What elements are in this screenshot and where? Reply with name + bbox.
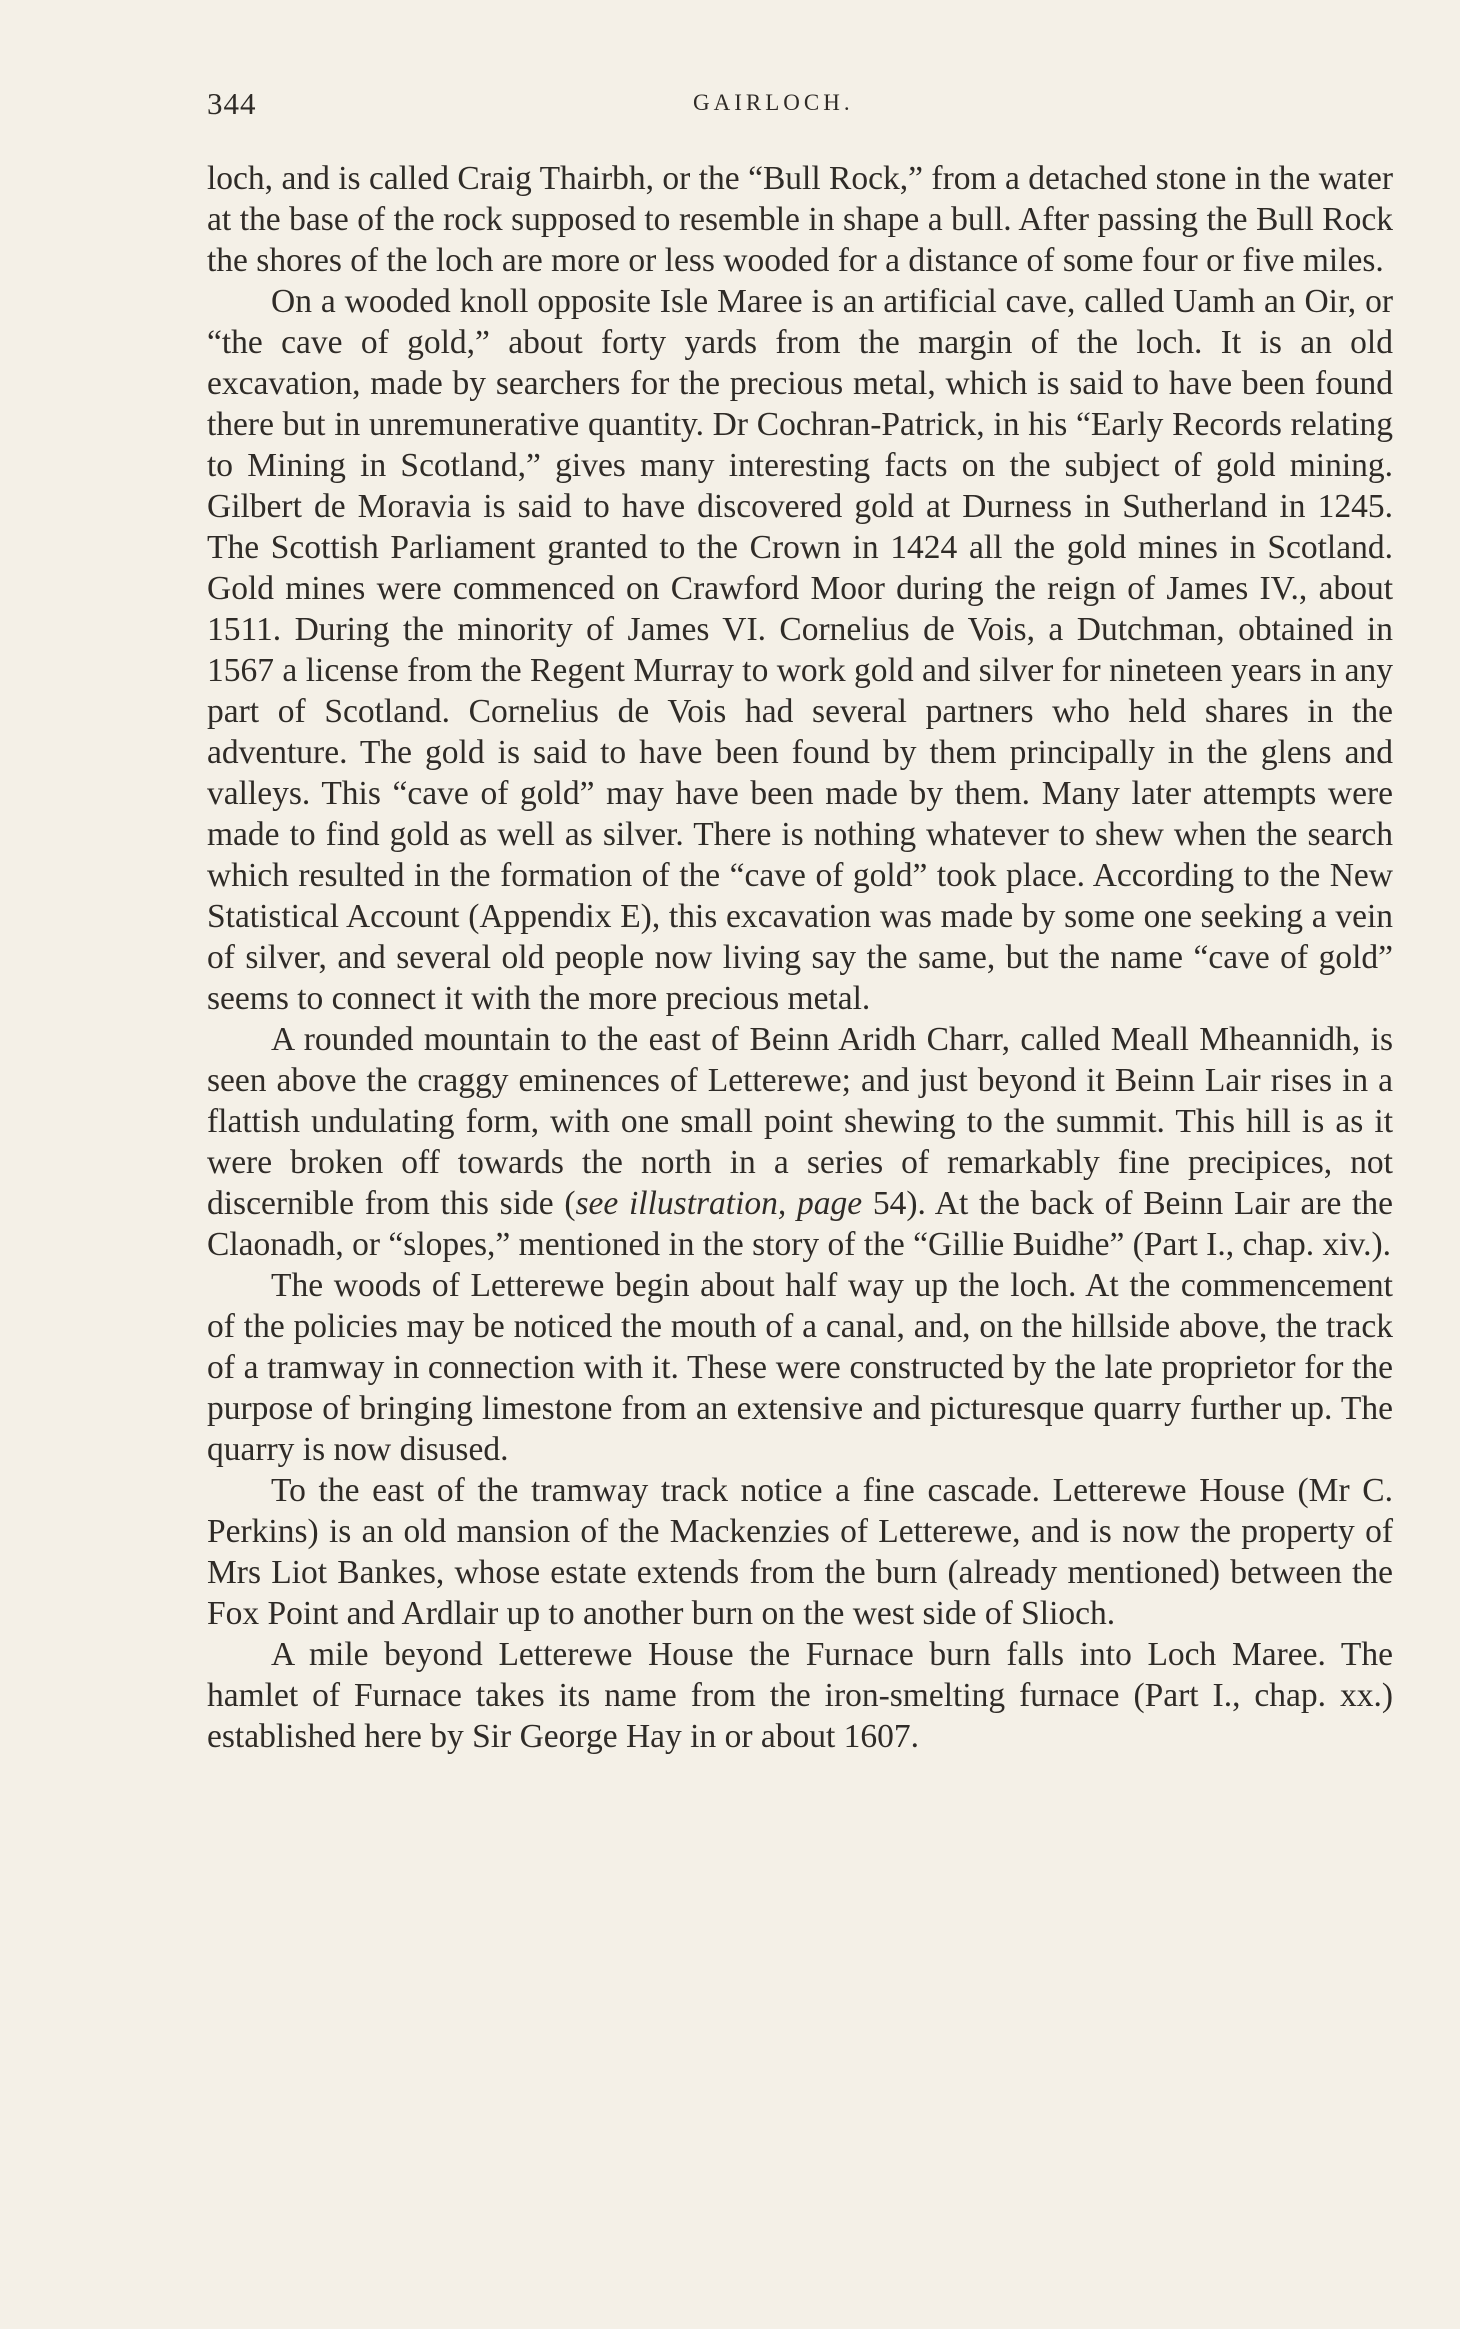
paragraph-letterewe-woods: The woods of Letterewe begin about half way up the loch. At the commencement of the policies may be noticed the mouth of a canal, and, on the hillside above, the track of a tramway in connection with it. These were constructed by the late proprietor for the purpose of bringing limestone from an extensive and picturesque quarry further up. The quarry is now disused. <box>207 1267 1393 1468</box>
paragraph-text-before-reference: A rounded mountain to the east of Beinn Aridh Charr, called Meall Mheannidh, is seen above the craggy eminences of Letterewe; and just beyond it Beinn Lair rises in a flattish undulating form, with one small point shewing to the summit. This hill is as it were broken off towards the north in a series of remarkably fine precipices, not discernible from this side ( <box>207 1021 1393 1222</box>
paragraph-letterewe-house: To the east of the tramway track notice a fine cascade. Letterewe House (Mr C. Perkins) is an old mansion of the Mackenzies of Letterewe, and is now the property of Mrs Liot Bankes, whose estate extends from the burn (already mentioned) between the Fox Point and Ardlair up to another burn on the west side of Slioch. <box>207 1472 1393 1632</box>
paragraph-meall-mheannidh <box>207 1019 1393 1265</box>
page-number: 344 <box>207 86 257 121</box>
running-title: GAIRLOCH. <box>693 90 854 115</box>
illustration-reference: see illustration, page <box>575 1185 863 1222</box>
paragraph-furnace-burn: A mile beyond Letterewe House the Furnace burn falls into Loch Maree. The hamlet of Furnace takes its name from the iron-smelting furnace (Part I., chap. xx.) established here by Sir George Hay in or about 1607. <box>207 1636 1393 1755</box>
paragraph-cave-of-gold: On a wooded knoll opposite Isle Maree is an artificial cave, called Uamh an Oir, or “the cave of gold,” about forty yards from the margin of the loch. It is an old excavation, made by searchers for the precious metal, which is said to have been found there but in unremunerative quantity. Dr Cochran-Patrick, in his “Early Records relating to Mining in Scotland,” gives many interesting facts on the subject of gold mining. Gilbert de Moravia is said to have discovered gold at Durness in Sutherland in 1245. The Scottish Parliament granted to the Crown in 1424 all the gold mines in Scotland. Gold mines were commenced on Crawford Moor during the reign of James IV., about 1511. During the minority of James VI. Cornelius de Vois, a Dutchman, obtained in 1567 a license from the Regent Murray to work gold and silver for nineteen years in any part of Scotland. Cornelius de Vois had several partners who held shares in the adventure. The gold is said to have been found by them principally in the glens and valleys. This “cave of gold” may have been made by them. Many later attempts were made to find gold as well as silver. There is nothing whatever to shew when the search which resulted in the formation of the “cave of gold” took place. According to the New Statistical Account (Appendix E), this excavation was made by some one seeking a vein of silver, and several old people now living say the same, but the name “cave of gold” seems to connect it with the more precious metal. <box>207 283 1393 1017</box>
body-text <box>207 158 1393 1757</box>
page-header <box>207 86 1393 126</box>
paragraph-bull-rock: loch, and is called Craig Thairbh, or the “Bull Rock,” from a detached stone in the water at the base of the rock supposed to resemble in shape a bull. After passing the Bull Rock the shores of the loch are more or less wooded for a distance of some four or five miles. <box>207 160 1393 279</box>
paragraph-text-after-reference: 54). At the back of Beinn Lair are the Claonadh, or “slopes,” mentioned in the story of the “Gillie Buidhe” (Part I., chap. xiv.). <box>207 1185 1394 1263</box>
